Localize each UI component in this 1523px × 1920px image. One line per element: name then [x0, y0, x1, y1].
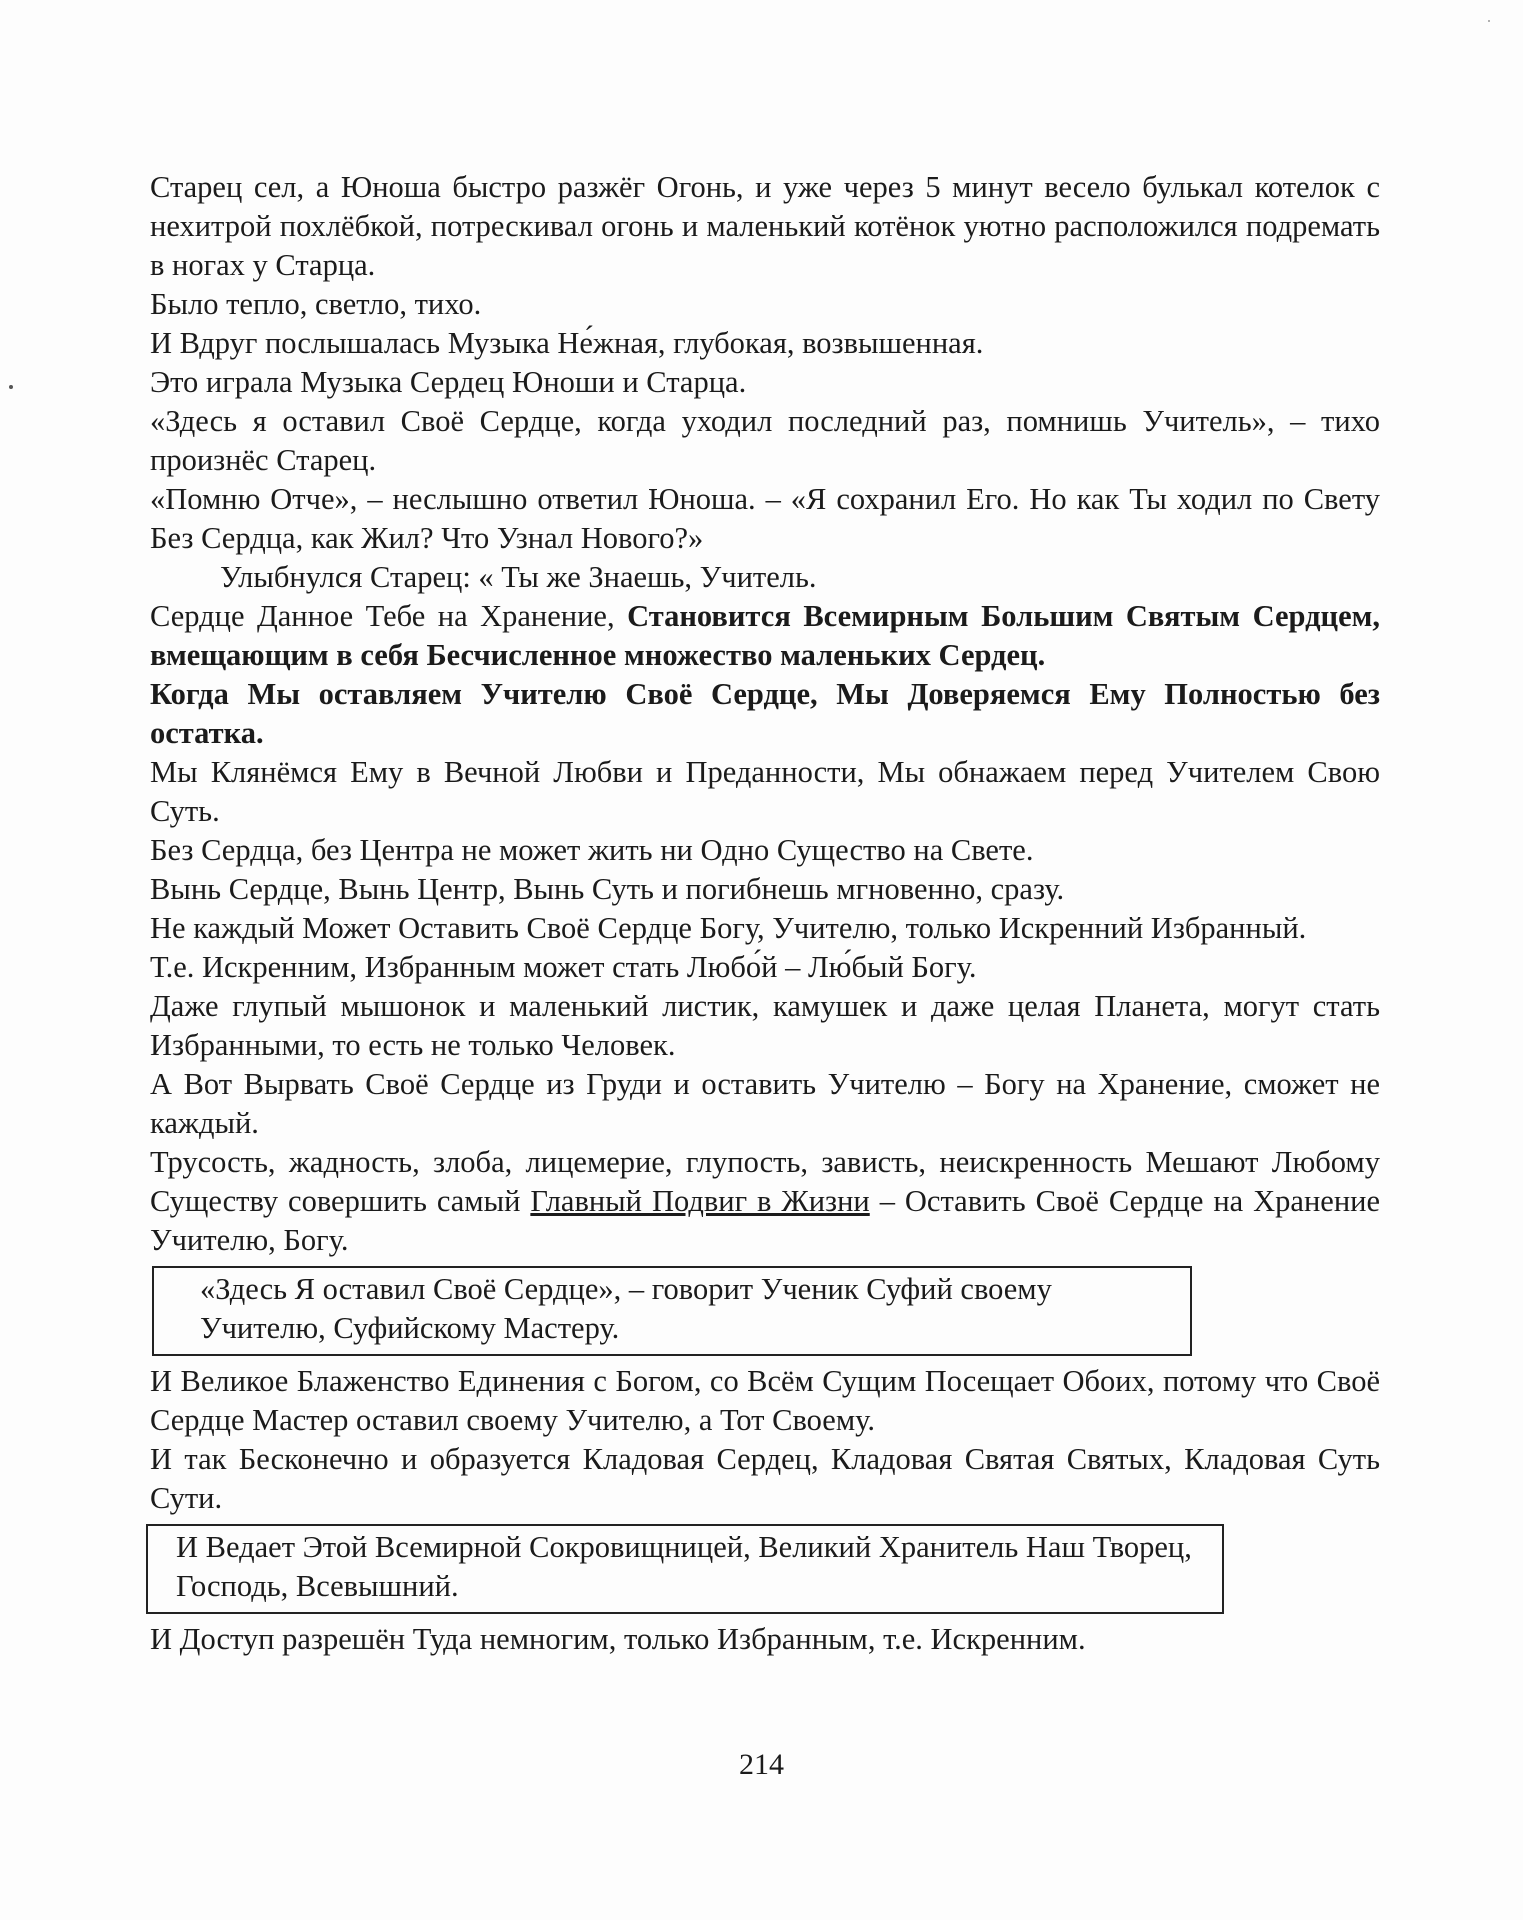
page-body: [150, 168, 1380, 1659]
paragraph: Не каждый Может Оставить Своё Сердце Богу, Учителю, только Искренний Избранный.: [150, 911, 1307, 945]
underlined-text: Главный Подвиг в Жизни: [530, 1184, 870, 1218]
boxed-quote-text: И Ведает Этой Всемирной Сокровищницей, Великий Хранитель Наш Творец, Господь, Всевышний.: [176, 1530, 1192, 1603]
paragraph: Было тепло, светло, тихо.: [150, 287, 482, 321]
page-number: 214: [739, 1748, 784, 1781]
plain-text: Трусость, жадность, злоба, лицемерие, глупость, зависть, неискренность Мешают Любому Существу совершить самый: [150, 1145, 1380, 1218]
boxed-quote: [146, 1524, 1224, 1614]
boxed-quote: [152, 1266, 1192, 1356]
paragraph: Мы Клянёмся Ему в Вечной Любви и Преданности, Мы обнажаем перед Учителем Свою Суть.: [150, 755, 1380, 828]
paragraph: И Великое Блаженство Единения с Богом, со Всём Сущим Посещает Обоих, потому что Своё Сердце Мастер оставил своему Учителю, а Тот Своему.: [150, 1364, 1380, 1437]
paragraph: И так Бесконечно и образуется Кладовая Сердец, Кладовая Святая Святых, Кладовая Суть Сути.: [150, 1442, 1380, 1515]
paragraph: «Помню Отче», – неслышно ответил Юноша. – «Я сохранил Его. Но как Ты ходил по Свету Без Сердца, как Жил? Что Узнал Нового?»: [150, 482, 1380, 555]
paragraph-mixed: [150, 597, 1380, 675]
paragraph: И Доступ разрешён Туда немногим, только Избранным, т.е. Искренним.: [150, 1622, 1086, 1656]
plain-text: – Оставить Своё Сердце на Хранение Учителю, Богу.: [150, 1184, 1380, 1257]
boxed-quote-text: «Здесь Я оставил Своё Сердце», – говорит Ученик Суфий своему Учителю, Суфийскому Мастеру.: [200, 1272, 1052, 1345]
bold-paragraph: Когда Мы оставляем Учителю Своё Сердце, Мы Доверяемся Ему Полностью без остатка.: [150, 677, 1380, 750]
paragraph: Улыбнулся Старец: « Ты же Знаешь, Учитель.: [220, 560, 817, 594]
paragraph: Старец сел, а Юноша быстро разжёг Огонь, и уже через 5 минут весело булькал котелок с нехитрой похлёбкой, потрескивал огонь и маленький котёнок уютно расположился подремать в ногах у Старца.: [150, 170, 1380, 282]
paragraph: Без Сердца, без Центра не может жить ни Одно Существо на Свете.: [150, 833, 1034, 867]
paragraph: А Вот Вырвать Своё Сердце из Груди и оставить Учителю – Богу на Хранение, сможет не каждый.: [150, 1067, 1380, 1140]
paragraph: Т.е. Искренним, Избранным может стать Любо́й – Лю́бый Богу.: [150, 950, 977, 984]
plain-text: Сердце Данное Тебе на Хранение,: [150, 599, 628, 633]
bold-text: Становится Всемирным Большим Святым Сердцем, вмещающим в себя Бесчисленное множество маленьких Сердец.: [150, 599, 1381, 672]
paragraph: Это играла Музыка Сердец Юноши и Старца.: [150, 365, 747, 399]
paragraph: «Здесь я оставил Своё Сердце, когда уходил последний раз, помнишь Учитель», – тихо произнёс Старец.: [150, 404, 1380, 477]
scan-speck: [9, 385, 13, 389]
scan-speck: [1488, 20, 1490, 22]
paragraph: Даже глупый мышонок и маленький листик, камушек и даже целая Планета, могут стать Избранными, то есть не только Человек.: [150, 989, 1380, 1062]
paragraph: Вынь Сердце, Вынь Центр, Вынь Суть и погибнешь мгновенно, сразу.: [150, 872, 1065, 906]
paragraph-underline: [150, 1143, 1380, 1260]
paragraph: И Вдруг послышалась Музыка Не́жная, глубокая, возвышенная.: [150, 326, 984, 360]
